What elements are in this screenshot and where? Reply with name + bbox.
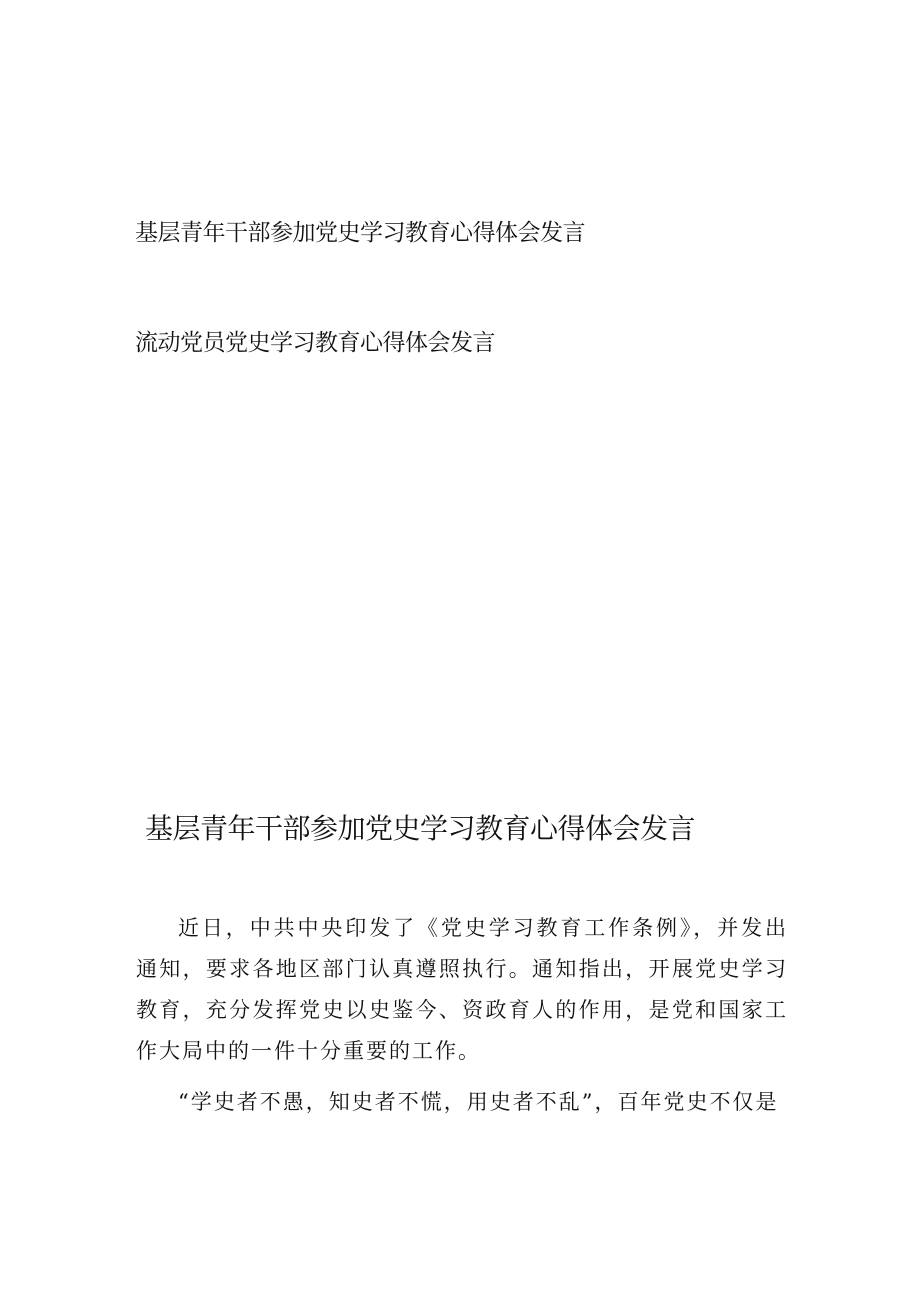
toc-item-1: 基层青年干部参加党史学习教育心得体会发言 bbox=[135, 220, 585, 246]
paragraph-2: “学史者不愚，知史者不慌，用史者不乱”，百年党史不仅是 bbox=[178, 1090, 779, 1114]
article-body bbox=[136, 908, 788, 1133]
paragraph-1: 近日，中共中央印发了《党史学习教育工作条例》，并发出通知，要求各地区部门认真遵照执行。通知指出，开展党史学习教育，充分发挥党史以史鉴今、资政育人的作用，是党和国家工作大局中的一件十分重要的工作。 bbox=[136, 916, 788, 1063]
document-title: 基层青年干部参加党史学习教育心得体会发言 bbox=[145, 812, 696, 845]
toc-item-2: 流动党员党史学习教育心得体会发言 bbox=[135, 330, 495, 356]
